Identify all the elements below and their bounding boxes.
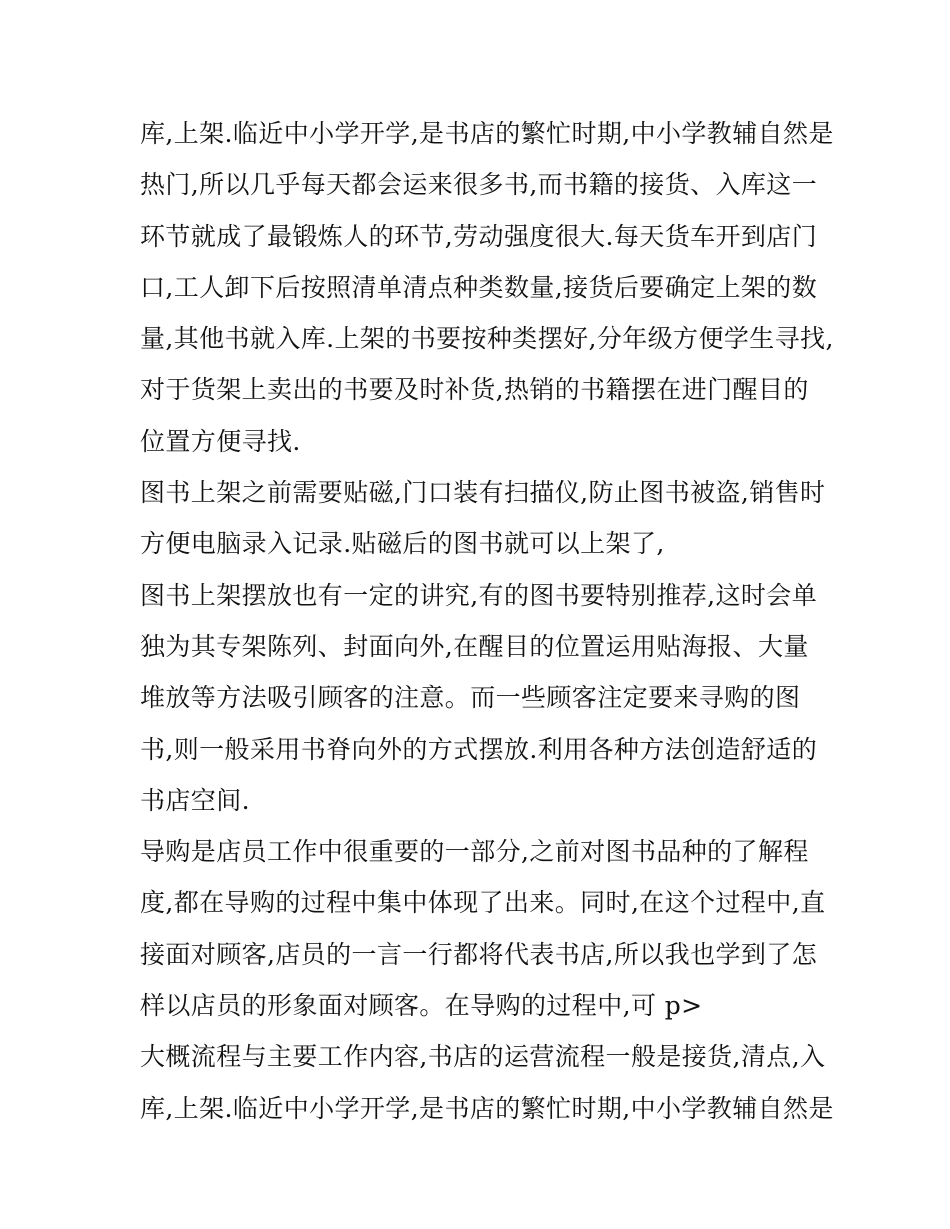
text-line: 书店空间. <box>140 785 250 815</box>
text-line: 独为其专架陈列、封面向外,在醒目的位置运用贴海报、大量 <box>140 631 809 661</box>
text-line: 书,则一般采用书脊向外的方式摆放.利用各种方法创造舒适的 <box>140 734 818 764</box>
text-line: 热门,所以几乎每天都会运来很多书,而书籍的接货、入库这一 <box>140 170 818 200</box>
text-line: 导购是店员工作中很重要的一部分,之前对图书品种的了解程 <box>140 837 809 867</box>
body-text <box>140 108 834 1134</box>
text-line: 图书上架之前需要贴磁,门口装有扫描仪,防止图书被盗,销售时 <box>140 478 826 508</box>
text-line: 方便电脑录入记录.贴磁后的图书就可以上架了, <box>140 529 665 559</box>
text-line: 量,其他书就入库.上架的书要按种类摆好,分年级方便学生寻找, <box>140 324 834 354</box>
text-line: 接面对顾客,店员的一言一行都将代表书店,所以我也学到了怎 <box>140 939 818 969</box>
text-line: 对于货架上卖出的书要及时补货,热销的书籍摆在进门醒目的 <box>140 375 809 405</box>
text-line: 堆放等方法吸引顾客的注意。而一些顾客注定要来寻购的图 <box>140 683 801 713</box>
text-line: 度,都在导购的过程中集中体现了出来。同时,在这个过程中,直 <box>140 888 826 918</box>
text-line: 库,上架.临近中小学开学,是书店的繁忙时期,中小学教辅自然是 <box>140 1093 834 1123</box>
text-line: 库,上架.临近中小学开学,是书店的繁忙时期,中小学教辅自然是 <box>140 119 834 148</box>
text-line: 图书上架摆放也有一定的讲究,有的图书要特别推荐,这时会单 <box>140 580 818 610</box>
text-line: 样以店员的形象面对顾客。在导购的过程中,可 p> <box>140 991 703 1021</box>
text-line: 口,工人卸下后按照清单清点种类数量,接货后要确定上架的数 <box>140 272 818 302</box>
text-line: 大概流程与主要工作内容,书店的运营流程一般是接货,清点,入 <box>140 1042 826 1072</box>
text-line: 环节就成了最锻炼人的环节,劳动强度很大.每天货车开到店门 <box>140 221 818 251</box>
text-line: 位置方便寻找. <box>140 426 301 456</box>
